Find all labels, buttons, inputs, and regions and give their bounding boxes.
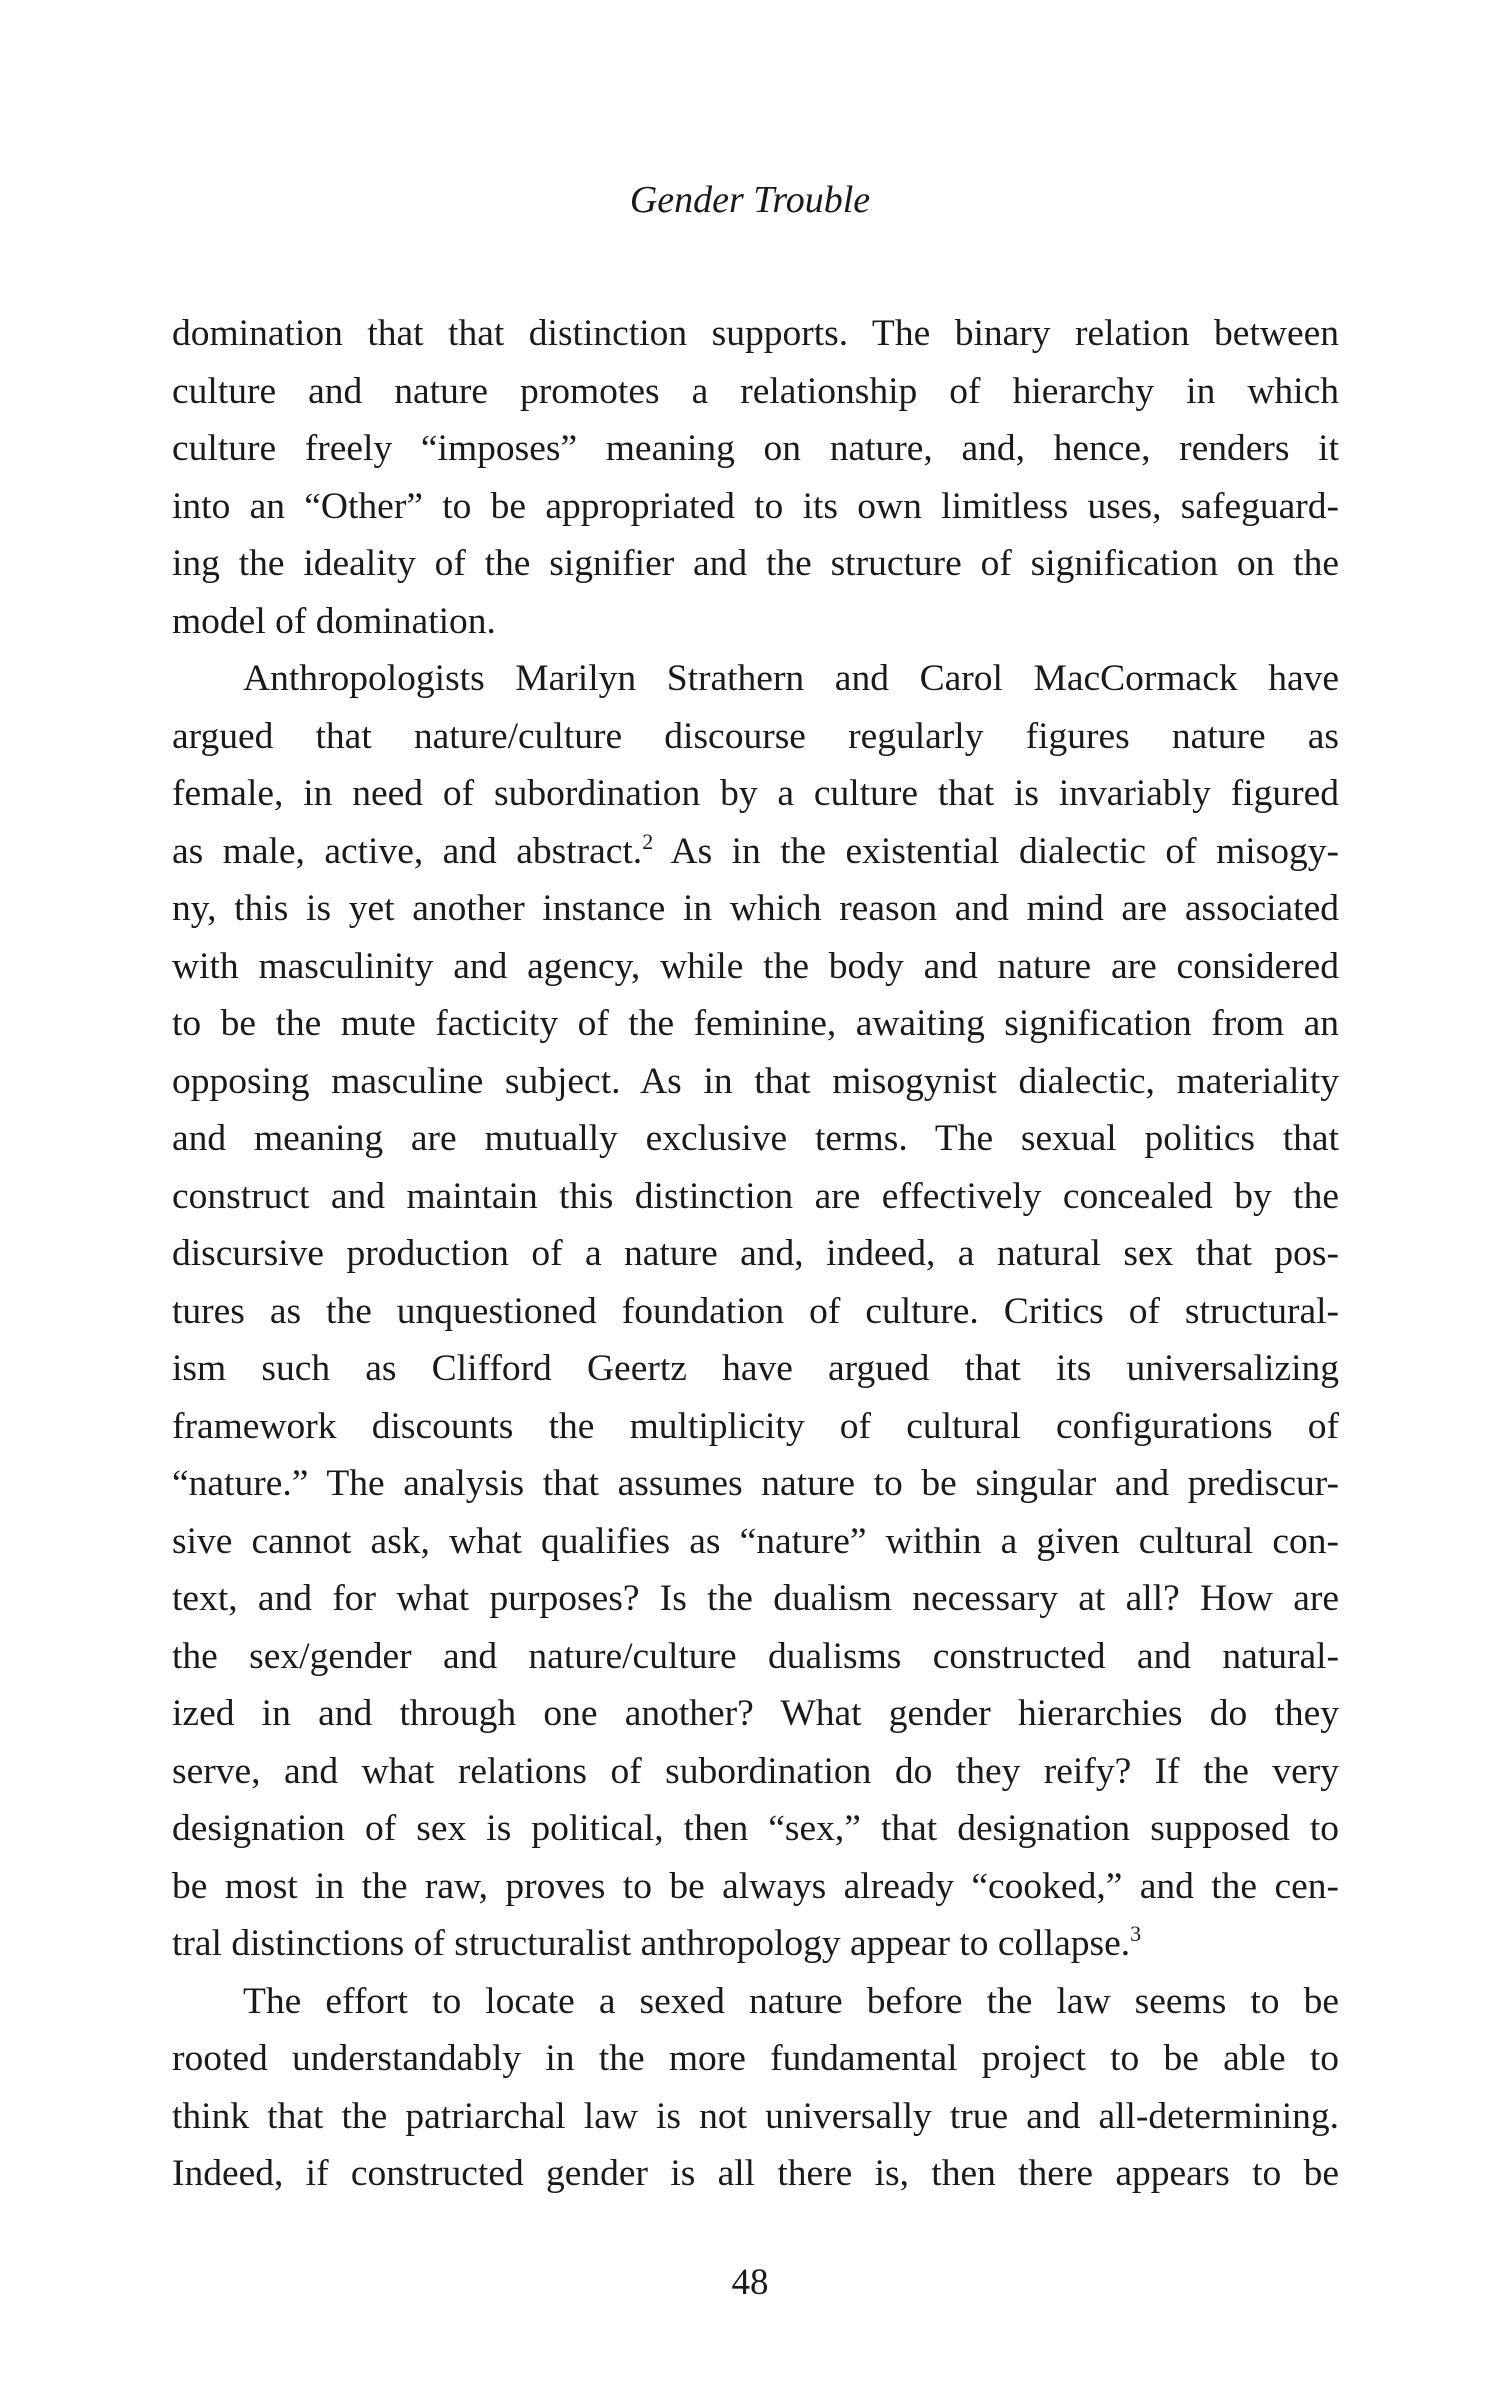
line-text: ing the ideality of the signifier and the structure of signification on the — [172, 543, 1339, 584]
line-text: be most in the raw, proves to be always already “cooked,” and the cen- — [172, 1865, 1339, 1907]
text-line — [172, 1053, 1339, 1111]
text-line — [172, 1973, 1339, 2031]
line-text: construct and maintain this distinction are effectively concealed by the — [172, 1175, 1339, 1217]
line-text: culture and nature promotes a relationship of hierarchy in which — [172, 370, 1339, 412]
text-line — [172, 1110, 1339, 1168]
line-text: with masculinity and agency, while the body and nature are considered — [172, 945, 1339, 987]
line-text: ism such as Clifford Geertz have argued that its universalizing — [172, 1348, 1339, 1389]
line-text: sive cannot ask, what qualifies as “nature” within a given cultural con- — [172, 1520, 1339, 1562]
line-text: think that the patriarchal law is not universally true and all-determining. — [172, 2095, 1339, 2137]
text-line — [172, 2145, 1339, 2203]
text-line — [172, 420, 1339, 478]
line-text: culture freely “imposes” meaning on nature, and, hence, renders it — [172, 428, 1339, 469]
footnote-marker: 2 — [642, 828, 654, 854]
text-line — [172, 1283, 1339, 1341]
text-line — [172, 1513, 1339, 1571]
line-text: framework discounts the multiplicity of cultural configurations of — [172, 1405, 1339, 1447]
line-text: as male, active, and abstract. — [172, 830, 643, 872]
text-line — [172, 995, 1339, 1053]
text-line — [172, 305, 1339, 363]
text-line — [172, 1800, 1339, 1858]
line-text: into an “Other” to be appropriated to its own limitless uses, safeguard- — [172, 485, 1339, 527]
text-line — [172, 535, 1339, 593]
text-line — [172, 708, 1339, 766]
text-line — [172, 1398, 1339, 1456]
page-number: 48 — [731, 2262, 769, 2303]
paragraph — [172, 305, 1339, 650]
line-text: female, in need of subordination by a culture that is invariably figured — [172, 773, 1339, 814]
text-line — [172, 1628, 1339, 1686]
line-text: The effort to locate a sexed nature before the law seems to be — [243, 1980, 1339, 2022]
running-head: Gender Trouble — [629, 179, 871, 221]
footnote-marker: 3 — [1130, 1921, 1142, 1946]
line-text: ny, this is yet another instance in which reason and mind are associated — [172, 888, 1339, 929]
text-line — [172, 1168, 1339, 1226]
line-text: domination that that distinction supports. The binary relation between — [172, 313, 1339, 354]
line-text: to be the mute facticity of the feminine, awaiting signification from an — [172, 1003, 1339, 1044]
text-line — [172, 1455, 1339, 1513]
text-line — [172, 650, 1339, 708]
text-line — [172, 880, 1339, 938]
text-line — [172, 1743, 1339, 1801]
line-text: and meaning are mutually exclusive terms. The sexual politics that — [172, 1118, 1339, 1159]
paragraph — [172, 1973, 1339, 2203]
line-text: ized in and through one another? What gender hierarchies do they — [172, 1693, 1339, 1734]
text-line — [172, 1858, 1339, 1916]
line-text: opposing masculine subject. As in that misogynist dialectic, materiality — [172, 1060, 1339, 1102]
text-line — [172, 1685, 1339, 1743]
line-text: the sex/gender and nature/culture dualisms constructed and natural- — [172, 1635, 1339, 1677]
text-line — [172, 1570, 1339, 1628]
paragraph — [172, 650, 1339, 1973]
text-line — [172, 823, 1339, 881]
line-text: designation of sex is political, then “sex,” that designation supposed to — [172, 1808, 1339, 1849]
line-text: model of domination. — [172, 600, 496, 642]
line-text: Indeed, if constructed gender is all there is, then there appears to be — [172, 2153, 1339, 2194]
text-line — [172, 765, 1339, 823]
text-line — [172, 2088, 1339, 2146]
line-text: serve, and what relations of subordination do they reify? If the very — [172, 1750, 1339, 1792]
body-text — [172, 305, 1339, 2203]
text-line — [172, 593, 1339, 651]
text-line — [172, 2030, 1339, 2088]
text-line — [172, 1340, 1339, 1398]
text-line — [172, 938, 1339, 996]
line-text: Anthropologists Marilyn Strathern and Carol MacCormack have — [243, 658, 1339, 699]
line-text: text, and for what purposes? Is the dualism necessary at all? How are — [172, 1578, 1339, 1619]
line-text: argued that nature/culture discourse regularly figures nature as — [172, 715, 1339, 757]
text-line — [172, 1915, 1339, 1973]
text-line — [172, 478, 1339, 536]
line-text: tral distinctions of structuralist anthropology appear to collapse. — [172, 1923, 1131, 1964]
line-text: “nature.” The analysis that assumes nature to be singular and prediscur- — [172, 1463, 1339, 1504]
text-line — [172, 1225, 1339, 1283]
line-text: discursive production of a nature and, indeed, a natural sex that pos- — [172, 1233, 1339, 1274]
line-text: As in the existential dialectic of misogy- — [653, 830, 1339, 872]
line-text: rooted understandably in the more fundamental project to be able to — [172, 2038, 1339, 2079]
text-line — [172, 363, 1339, 421]
line-text: tures as the unquestioned foundation of culture. Critics of structural- — [172, 1290, 1339, 1332]
